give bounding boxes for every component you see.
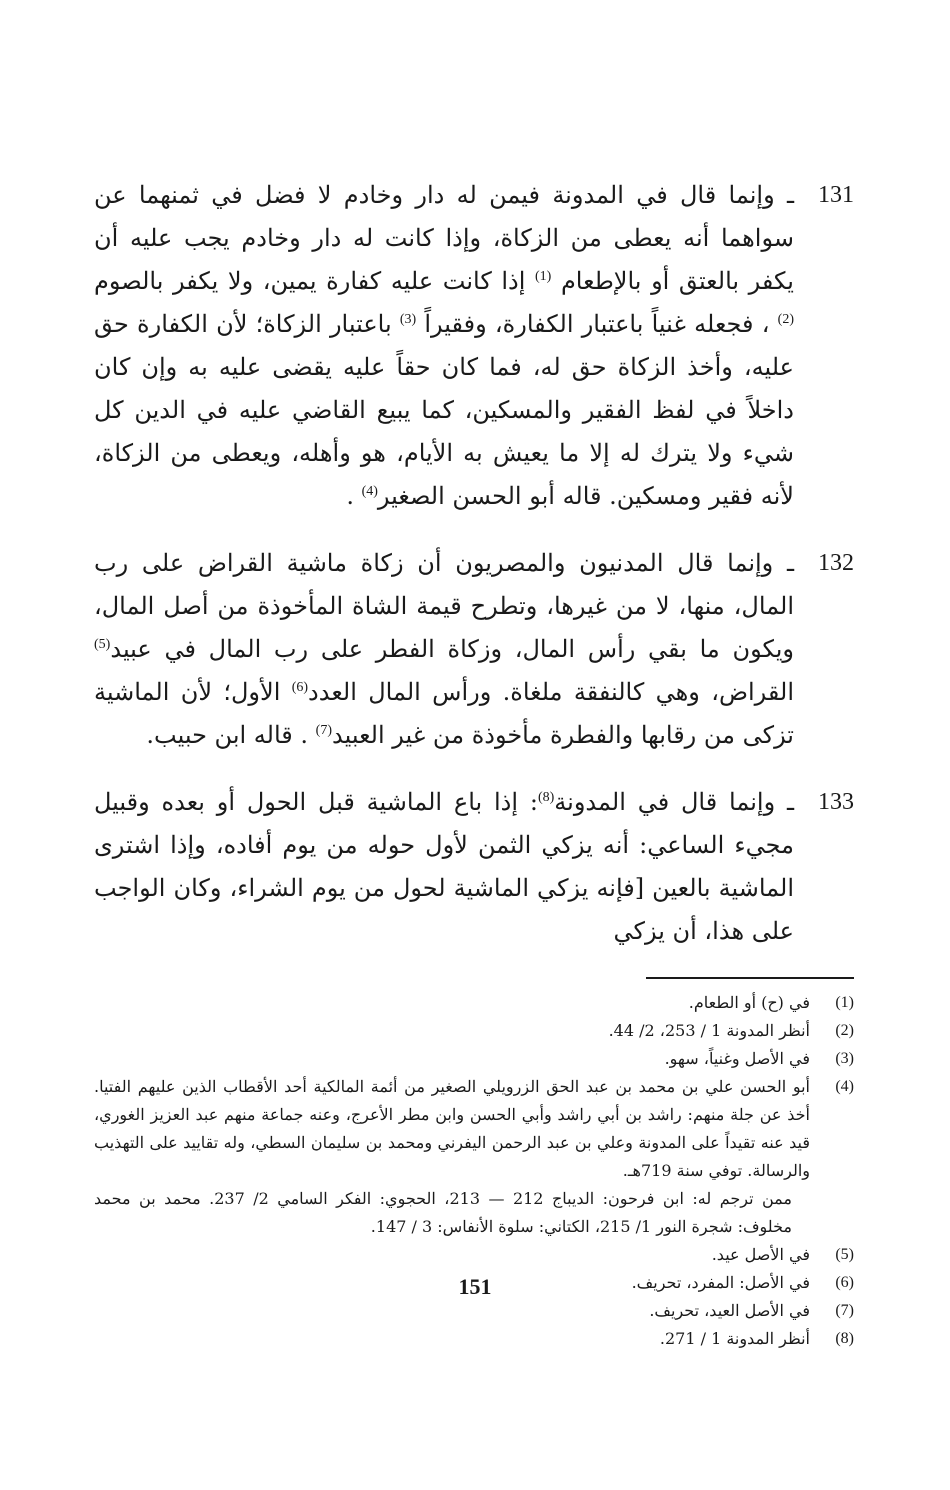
footnote-2: [94, 1017, 854, 1045]
footnote-5: [94, 1241, 854, 1269]
footnote-text: في الأصل عيد.: [711, 1245, 810, 1264]
entry-text: ـ وإنما قال في المدونة$^{(8)}$: إذا باع الماشية قبل الحول أو بعده وقبيل مجيء الساعي: أنه يزكي الثمن لأول حوله من يوم أفاده، وإذا اشترى الماشية بالعين [فإنه يزكي الماشية لحول من يوم الشراء، وكان الواجب على هذا، أن يزكي: [94, 788, 795, 945]
entry-133: [94, 781, 854, 953]
footnote-text: في الأصل وغنياً، سهو.: [664, 1049, 810, 1068]
footnote-text: أبو الحسن علي بن محمد بن عبد الحق الزرويلي الصغير من أئمة المالكية أحد الأقطاب الذين عليهم الفتيا. أخذ عن جلة منهم: راشد بن أبي راشد وأبي الحسن وابن مطر الأعرج، وعنه جماعة منهم عبد العزيز الغوري، قيد عنه تقيداً على المدونة وعلي بن عبد الرحمن اليفرني ومحمد بن سليمان السطي، وله تقاييد على التهذيب والرسالة. توفي سنة 719هـ.: [94, 1077, 810, 1180]
entry-131: [94, 174, 854, 518]
footnote-text: أنظر المدونة 1 / 253، 2/ 44.: [608, 1021, 810, 1040]
footnote-4: [94, 1073, 854, 1241]
footnote-number: (4): [835, 1078, 854, 1095]
footnote-ref[interactable]: (8): [537, 790, 555, 805]
footnote-separator: [646, 977, 854, 979]
entry-text: ـ وإنما قال المدنيون والمصريون أن زكاة ماشية القراض على رب المال، منها، لا من غيرها، وتطرح قيمة الشاة المأخوذة من أصل المال، ويكون ما بقي رأس المال، وزكاة الفطر على رب المال في عبيد$^{(5)}$ القراض، وهي كالنفقة ملغاة. ورأس المال العدد$^{(6)}$ الأول؛ لأن الماشية تزكى من رقابها والفطرة مأخوذة من غير العبيد$^{(7)}$ . قاله ابن حبيب.: [94, 549, 794, 749]
footnote-7: [94, 1297, 854, 1325]
footnote-number: (5): [835, 1246, 854, 1263]
footnote-ref[interactable]: (5): [94, 637, 111, 652]
entry-number: 133: [818, 789, 854, 815]
entry-number: 132: [818, 550, 854, 576]
footnote-number: (7): [835, 1302, 854, 1319]
footnote-number: (3): [835, 1050, 854, 1067]
footnote-text: في (ح) أو الطعام.: [688, 993, 810, 1012]
footnote-number: (1): [835, 994, 854, 1011]
footnote-ref[interactable]: (3): [399, 312, 417, 327]
footnote-number: (6): [835, 1274, 854, 1291]
footnote-number: (2): [835, 1022, 854, 1039]
entry-text: ـ وإنما قال في المدونة فيمن له دار وخادم لا فضل في ثمنهما عن سواهما أنه يعطى من الزكاة، وإذا كانت له دار وخادم يجب عليه أن يكفر بالعتق أو بالإطعام $^{(1)}$ إذا كانت عليه كفارة يمين، ولا يكفر بالصوم $^{(2)}$ ، فجعله غنياً باعتبار الكفارة، وفقيراً $^{(3)}$ باعتبار الزكاة؛ لأن الكفارة حق عليه، وأخذ الزكاة حق له، فما كان حقاً عليه يقضى عليه به وإن كان داخلاً في لفظ الفقير والمسكين، كما يبيع القاضي عليه في الدين كل شيء ولا يترك له إلا ما يعيش به الأيام، هو وأهله، ويعطى من الزكاة، لأنه فقير ومسكين. قاله أبو الحسن الصغير$^{(4)}$ .: [94, 181, 794, 510]
footnote-ref[interactable]: (4): [361, 484, 378, 499]
footnote-1: [94, 989, 854, 1017]
footnote-ref[interactable]: (2): [777, 312, 794, 327]
footnote-text: في الأصل: المفرد، تحريف.: [631, 1273, 810, 1292]
footnote-3: [94, 1045, 854, 1073]
entry-number: 131: [818, 182, 854, 208]
footnote-number: (8): [835, 1330, 854, 1347]
footnote-text: أنظر المدونة 1 / 271.: [659, 1329, 810, 1348]
footnote-ref[interactable]: (1): [535, 269, 552, 284]
footnote-text: في الأصل العيد، تحريف.: [649, 1301, 810, 1320]
footnote-8: [94, 1325, 854, 1353]
entry-132: [94, 542, 854, 757]
footnote-ref[interactable]: (7): [315, 723, 332, 738]
page-number: 151: [458, 1274, 492, 1299]
footnote-subtext: ممن ترجم له: ابن فرحون: الديباج 212 — 213، الحجوي: الفكر السامي 2/ 237. محمد بن محمد مخلوف: شجرة النور 1/ 215، الكتاني: سلوة الأنفاس: 3 / 147.: [94, 1189, 792, 1236]
footnote-ref[interactable]: (6): [291, 680, 309, 695]
page-body: [94, 150, 854, 1353]
